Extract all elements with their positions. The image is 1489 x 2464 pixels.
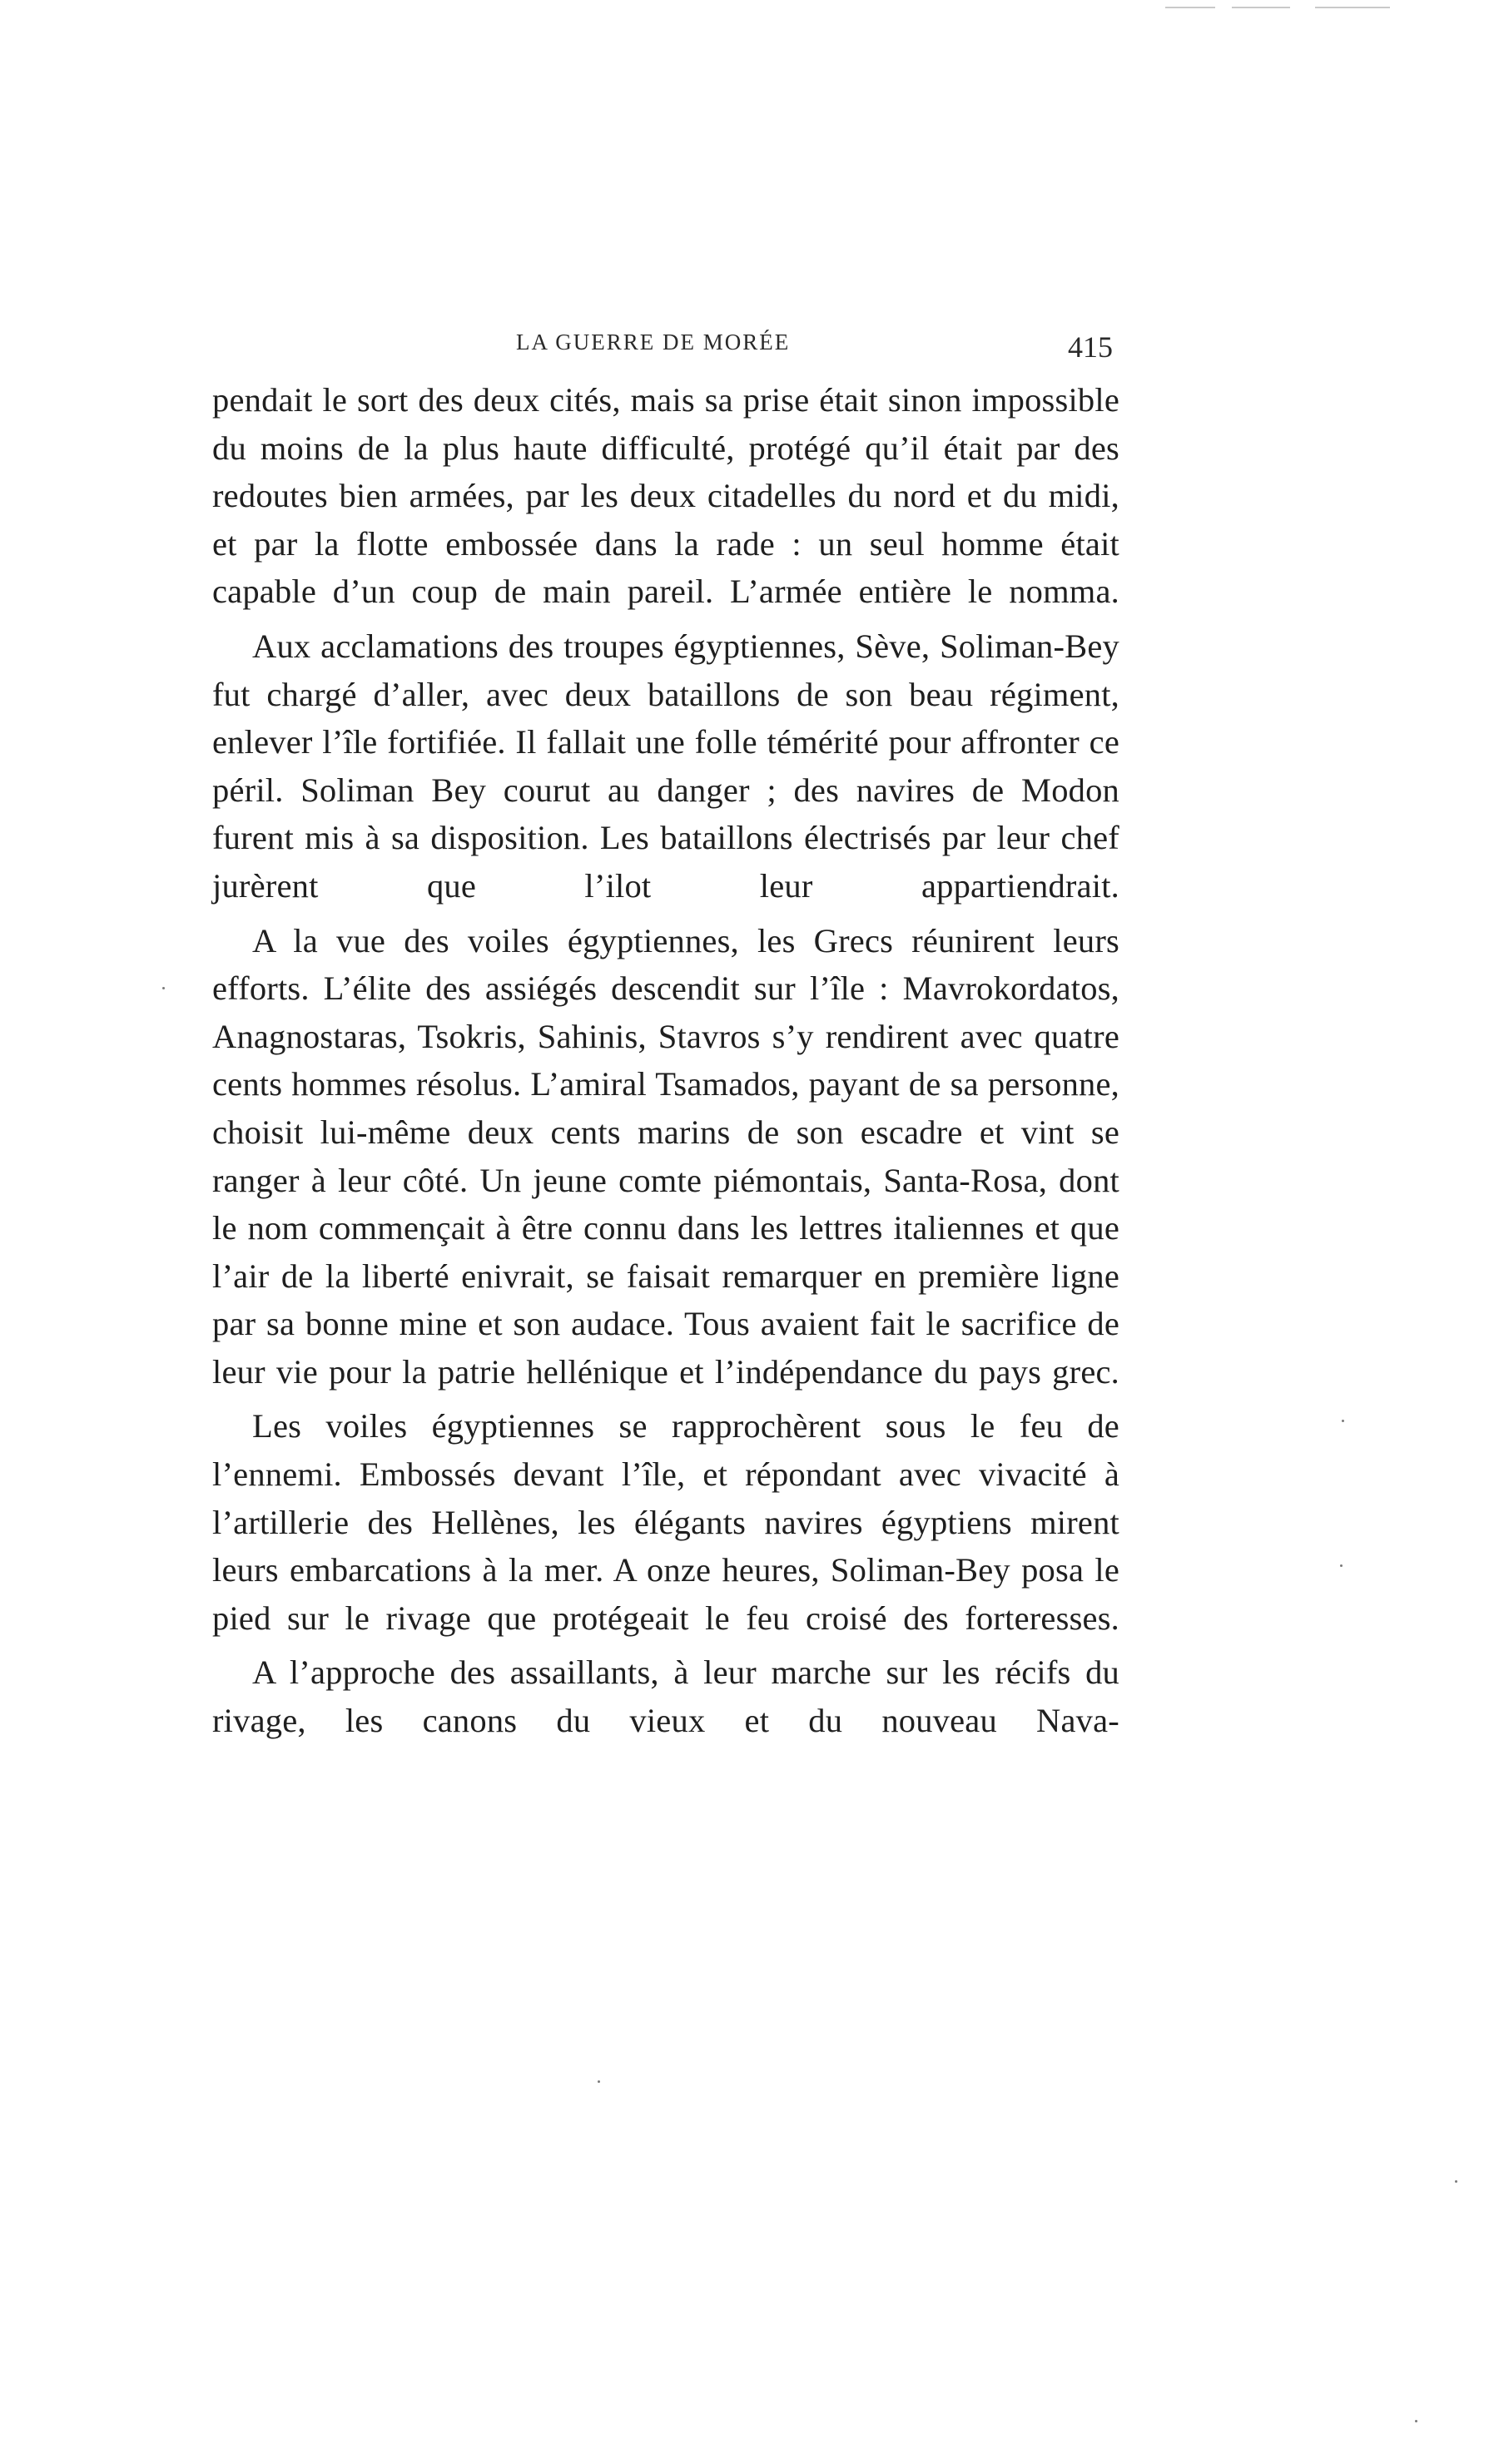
paragraph-5: A l’approche des assaillants, à leur marche sur les récifs du rivage, les canons du vieux et du nouveau Nava- [212, 1653, 1119, 1740]
scan-speck [1455, 2180, 1457, 2183]
scan-edge-mark [1232, 7, 1290, 8]
running-title: LA GUERRE DE MORÉE [516, 330, 791, 354]
page-number: 415 [1068, 330, 1113, 364]
running-head [0, 330, 1489, 371]
scan-edge-mark [1315, 7, 1390, 8]
scan-edge-mark [1165, 7, 1215, 8]
paragraph-1: pendait le sort des deux cités, mais sa prise était sinon impossible du moins de la plus haute difficulté, protégé qu’il était par des redoutes bien armées, par les deux citadelles du nord et du midi, et par la flotte embossée dans la rade : un seul homme était capable d’un coup de main pareil. L’armée entière le nomma. [212, 381, 1119, 611]
scan-speck [1415, 2420, 1417, 2422]
scan-speck [1340, 1564, 1343, 1567]
scan-speck [162, 987, 165, 989]
paragraph-4: Les voiles égyptiennes se rapprochèrent sous le feu de l’ennemi. Embossés devant l’île, et répondant avec vivacité à l’artillerie des Hellènes, les élégants navires égyptiens mirent leurs embarcations à la mer. A onze heures, Soliman-Bey posa le pied sur le rivage que protégeait le feu croisé des forteresses. [212, 1407, 1119, 1637]
paragraph-2: Aux acclamations des troupes égyptiennes, Sève, Soliman-Bey fut chargé d’aller, avec deux bataillons de son beau régiment, enlever l’île fortifiée. Il fallait une folle témérité pour affronter ce péril. Soliman Bey courut au danger ; des navires de Modon furent mis à sa disposition. Les bataillons électrisés par leur chef jurèrent que l’ilot leur appartiendrait. [212, 627, 1119, 905]
body-text [212, 376, 1119, 1752]
scan-speck [598, 2080, 600, 2083]
scan-speck [1342, 1420, 1344, 1422]
paragraph-3: A la vue des voiles égyptiennes, les Grecs réunirent leurs efforts. L’élite des assiégés descendit sur l’île : Mavrokordatos, Anagnostaras, Tsokris, Sahinis, Stavros s’y rendirent avec quatre cents hommes résolus. L’amiral Tsamados, payant de sa personne, choisit lui-même deux cents marins de son escadre et vint se ranger à leur côté. Un jeune comte piémontais, Santa-Rosa, dont le nom commençait à être connu dans les lettres italiennes et que l’air de la liberté enivrait, se faisait remarquer en première ligne par sa bonne mine et son audace. Tous avaient fait le sacrifice de leur vie pour la patrie hellénique et l’indépendance du pays grec. [212, 921, 1119, 1391]
